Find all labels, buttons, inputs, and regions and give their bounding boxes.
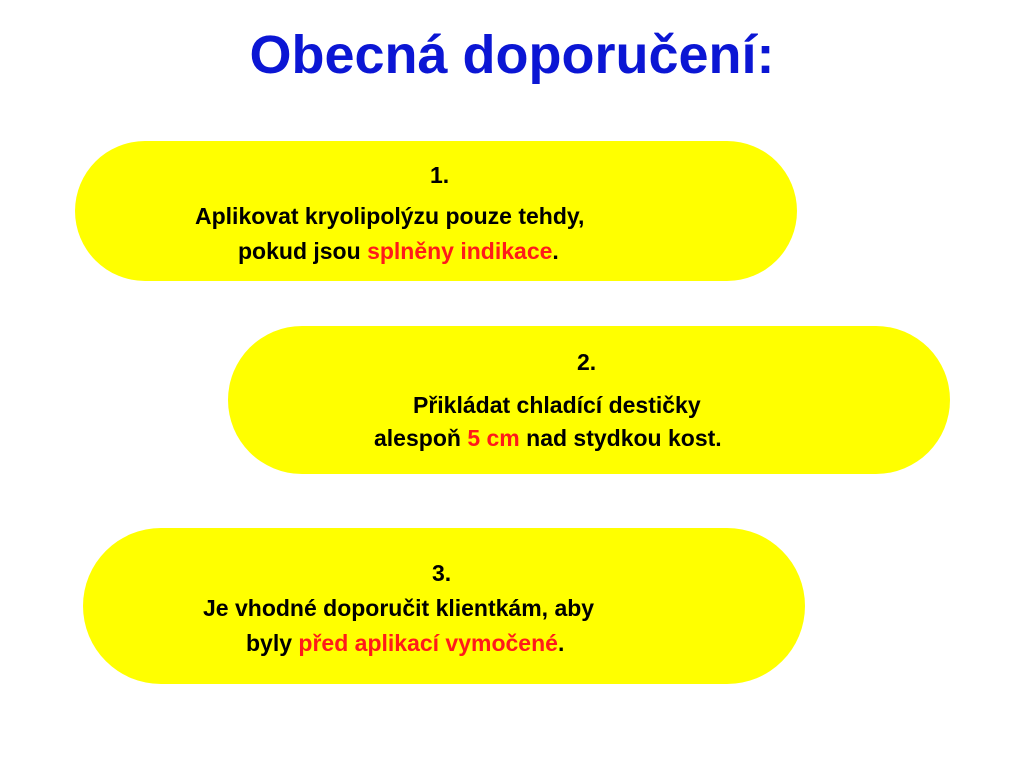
text-highlight: splněny indikace <box>367 238 553 264</box>
text-highlight: 5 cm <box>467 425 520 451</box>
recommendation-text-line-1: Aplikovat kryolipolýzu pouze tehdy, <box>195 203 585 229</box>
recommendation-card-3 <box>83 528 805 684</box>
recommendation-text-line-1: Přikládat chladící destičky <box>413 392 701 418</box>
text-plain: byly <box>246 630 299 656</box>
text-plain: pokud jsou <box>238 238 368 264</box>
recommendation-text-line-2 <box>238 236 559 266</box>
page-title: Obecná doporučení: <box>249 25 775 85</box>
recommendation-card-1 <box>75 141 797 281</box>
recommendation-number: 2. <box>577 349 597 375</box>
recommendation-number: 3. <box>432 560 452 586</box>
recommendation-text-line-2 <box>374 423 722 453</box>
recommendation-card-2 <box>228 326 950 474</box>
text-plain: nad stydkou kost. <box>519 425 722 451</box>
text-highlight: před aplikací vymočené <box>298 630 558 656</box>
text-plain: . <box>557 630 565 656</box>
text-plain: alespoň <box>374 425 468 451</box>
recommendation-number: 1. <box>430 162 450 188</box>
recommendation-text-line-2 <box>246 628 564 658</box>
recommendation-text-line-1: Je vhodné doporučit klientkám, aby <box>203 595 595 621</box>
text-plain: . <box>552 238 559 264</box>
